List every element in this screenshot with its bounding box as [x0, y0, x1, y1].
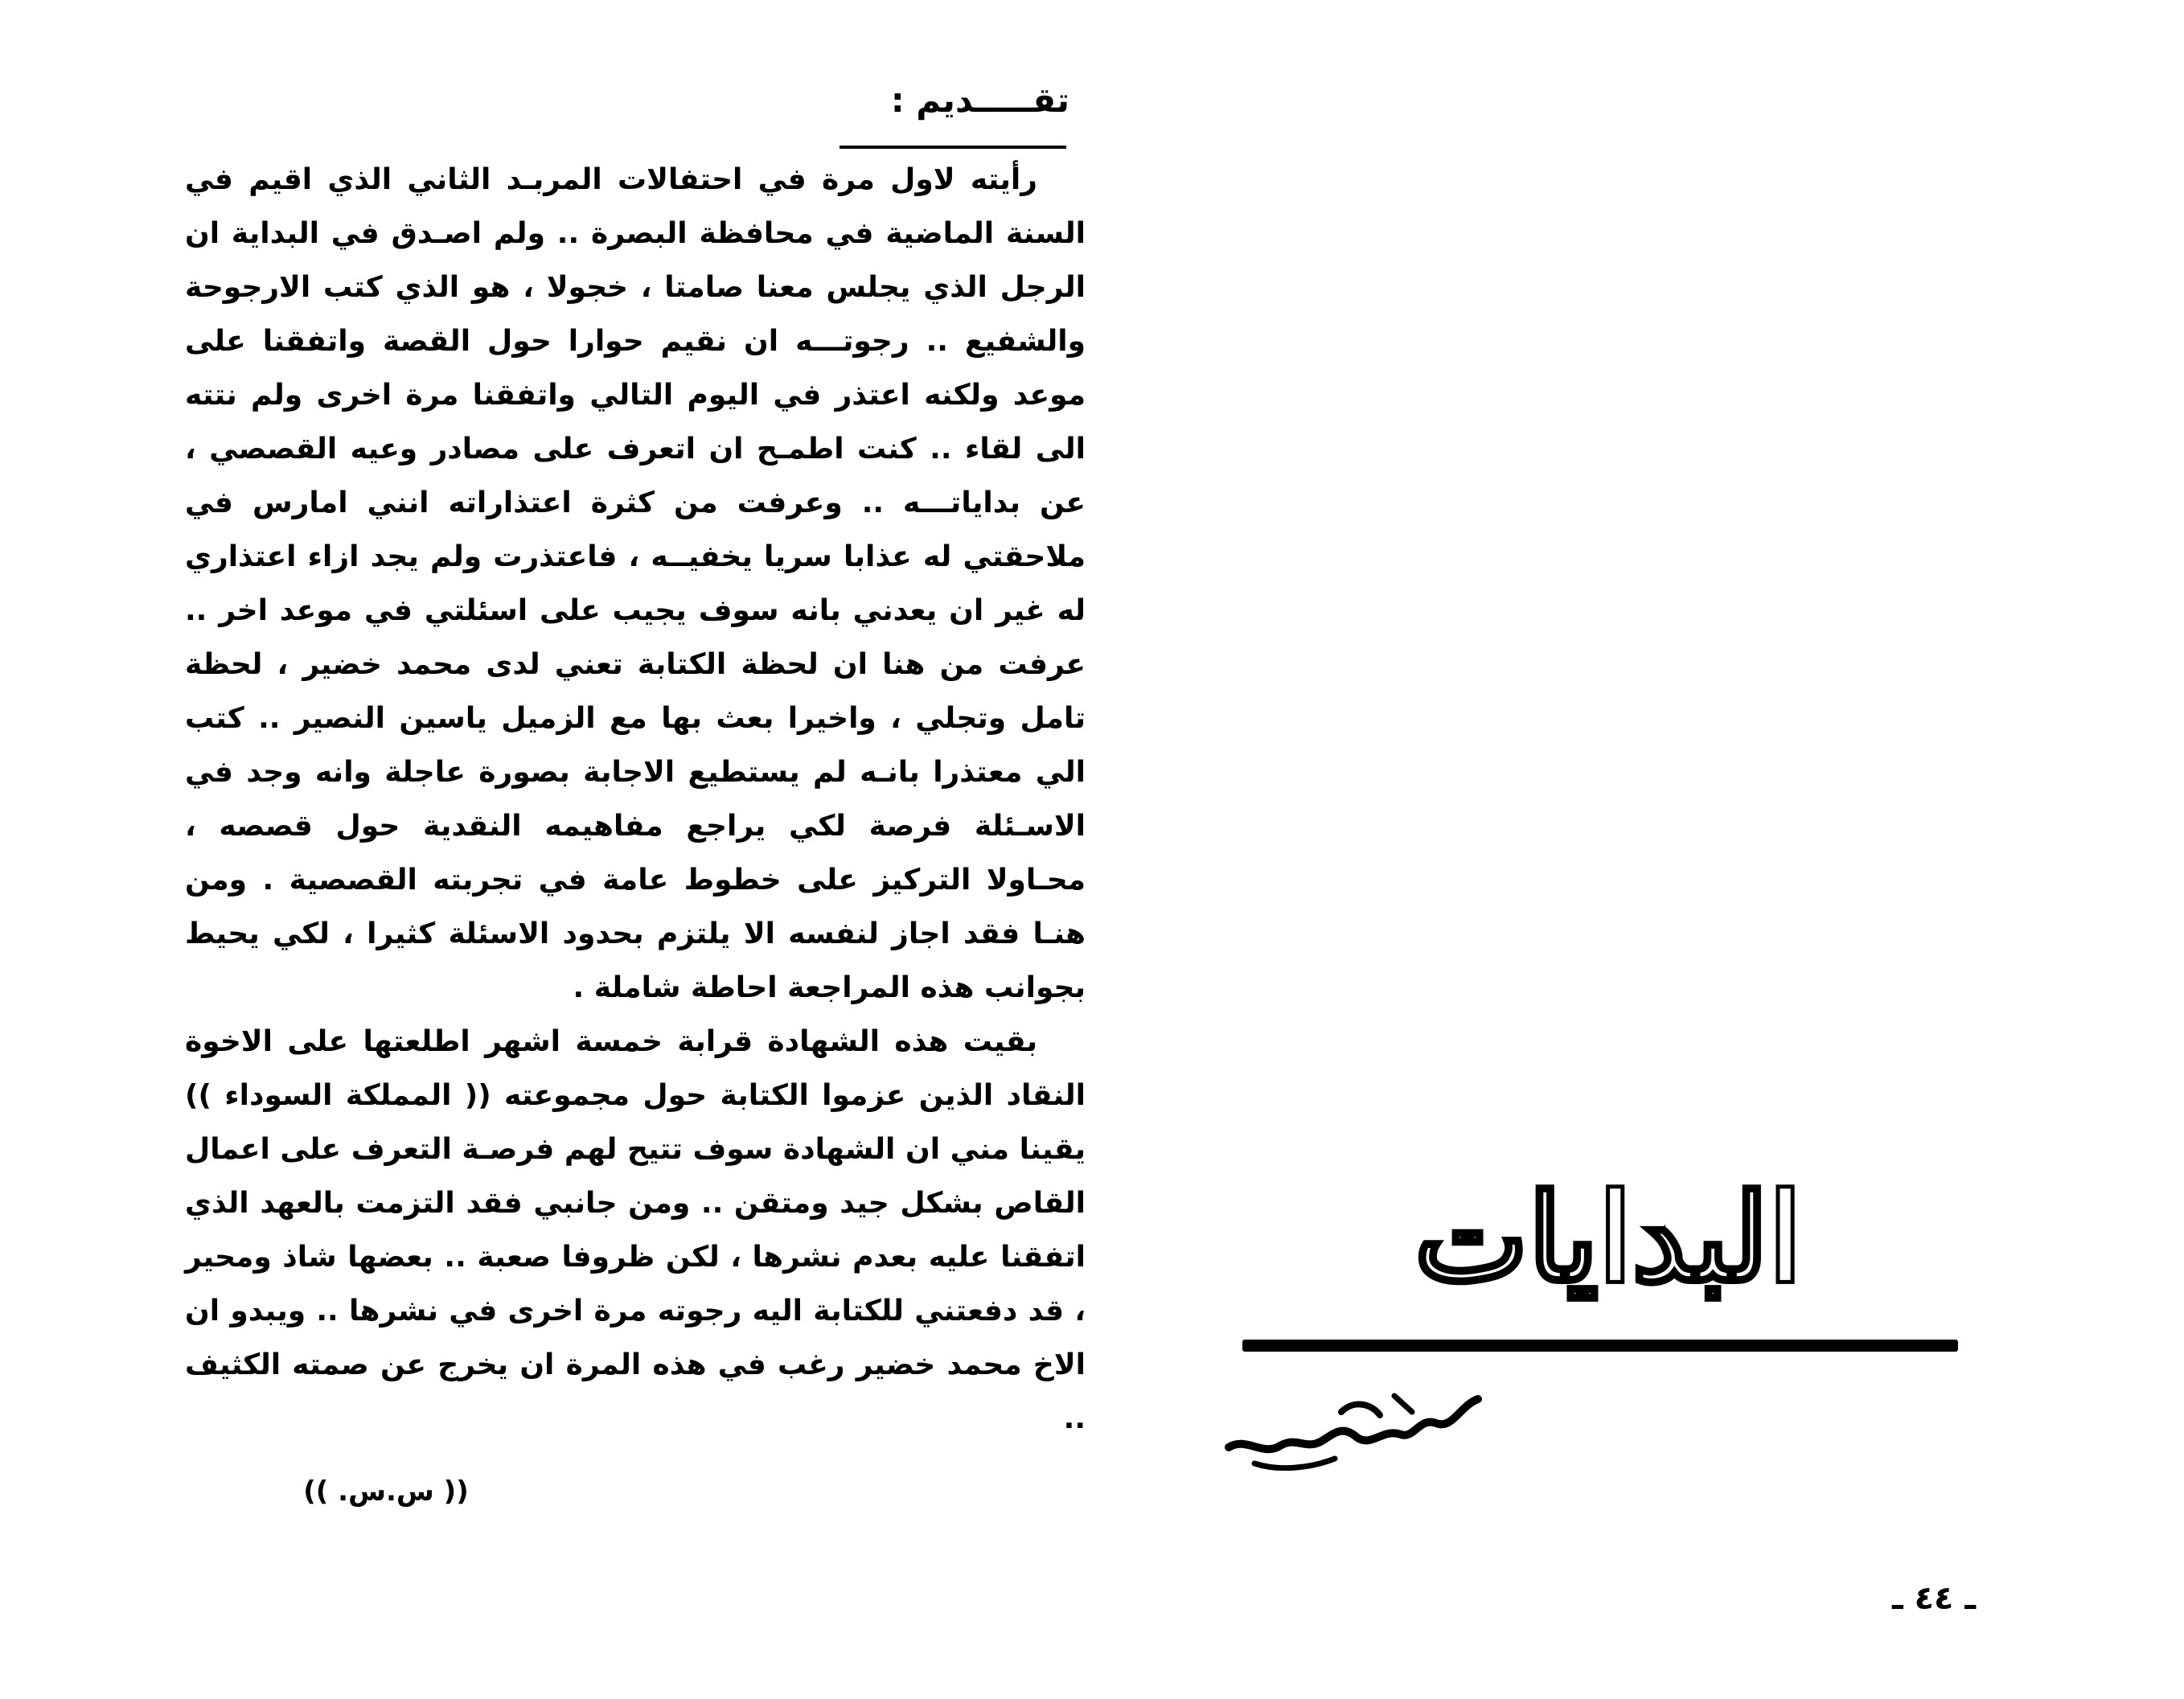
author-initials: (( س.س. )): [303, 1475, 469, 1508]
page-number: ـ ٤٤ ـ: [1891, 1580, 1977, 1617]
title-underline: [1242, 1340, 1958, 1352]
title-logo-lettering: البدايات: [1414, 1168, 1802, 1309]
paragraph-2: بقيت هذه الشهادة قرابة خمسة اشهر اطلعتها على الاخوة النقاد الذين عزموا الكتابة حول مجموعته (( المملكة السوداء )) يقينا مني ان الشهادة سوف تتيح لهم فرصـة التعرف على اعمال القاص بشكل جيد ومتقن .. ومن جانبي فقد التزمت بالعهد الذي اتفقنا عليه بعدم نشرها ، لكن ظروفا صعبة .. بعضها شاذ ومحير ، قد دفعتني للكتابة اليه رجوته مرة اخرى في نشرها .. ويبدو ان الاخ محمد خضير رغب في هذه المرة ان يخرج عن صمته الكثيف ..: [185, 1025, 1086, 1435]
section-heading: تقـــــديم :: [890, 80, 1069, 120]
paragraph-1: رأيته لاول مرة في احتفالات المربـد الثاني الذي اقيم في السنة الماضية في محافظة البصرة .. ولم اصـدق في البداية ان الرجل الذي يجلس معنا صامتا ، خجولا ، هو الذي كتب الارجوحة والشفيع .. رجوتـــه ان نقيم حوارا حول القصة واتفقنا على موعد ولكنه اعتذر في اليوم التالي واتفقنا مرة اخرى ولم نتته الى لقاء .. كنت اطمـح ان اتعرف على مصادر وعيه القصصي ، عن بداياتـــه .. وعرفت من كثرة اعتذاراته انني امارس في ملاحقتي له عذابا سريا يخفيــه ، فاعتذرت ولم يجد ازاء اعتذاري له غير ان يعدني بانه سوف يجيب على اسئلتي في موعد اخر .. عرفت من هنا ان لحظة الكتابة تعني لدى محمد خضير ، لحظة تامل وتجلي ، واخيرا بعث بها مع الزميل ياسين النصير .. كتب الي معتذرا بانـه لم يستطيع الاجابة بصورة عاجلة وانه وجد في الاسـئلة فرصة لكي يراجع مفاهيمه النقدية حول قصصه ، محـاولا التركيز على خطوط عامة في تجربته القصصية . ومن هنـا فقد اجاز لنفسه الا يلتزم بحدود الاسئلة كثيرا ، لكي يحيط بجوانب هذه المراجعة احاطة شاملة .: [185, 163, 1086, 1004]
heading-underline: [840, 146, 1066, 149]
title-logo: [1254, 1158, 1962, 1319]
body-text: [185, 153, 1086, 1479]
handwritten-signature: [1222, 1367, 1488, 1479]
